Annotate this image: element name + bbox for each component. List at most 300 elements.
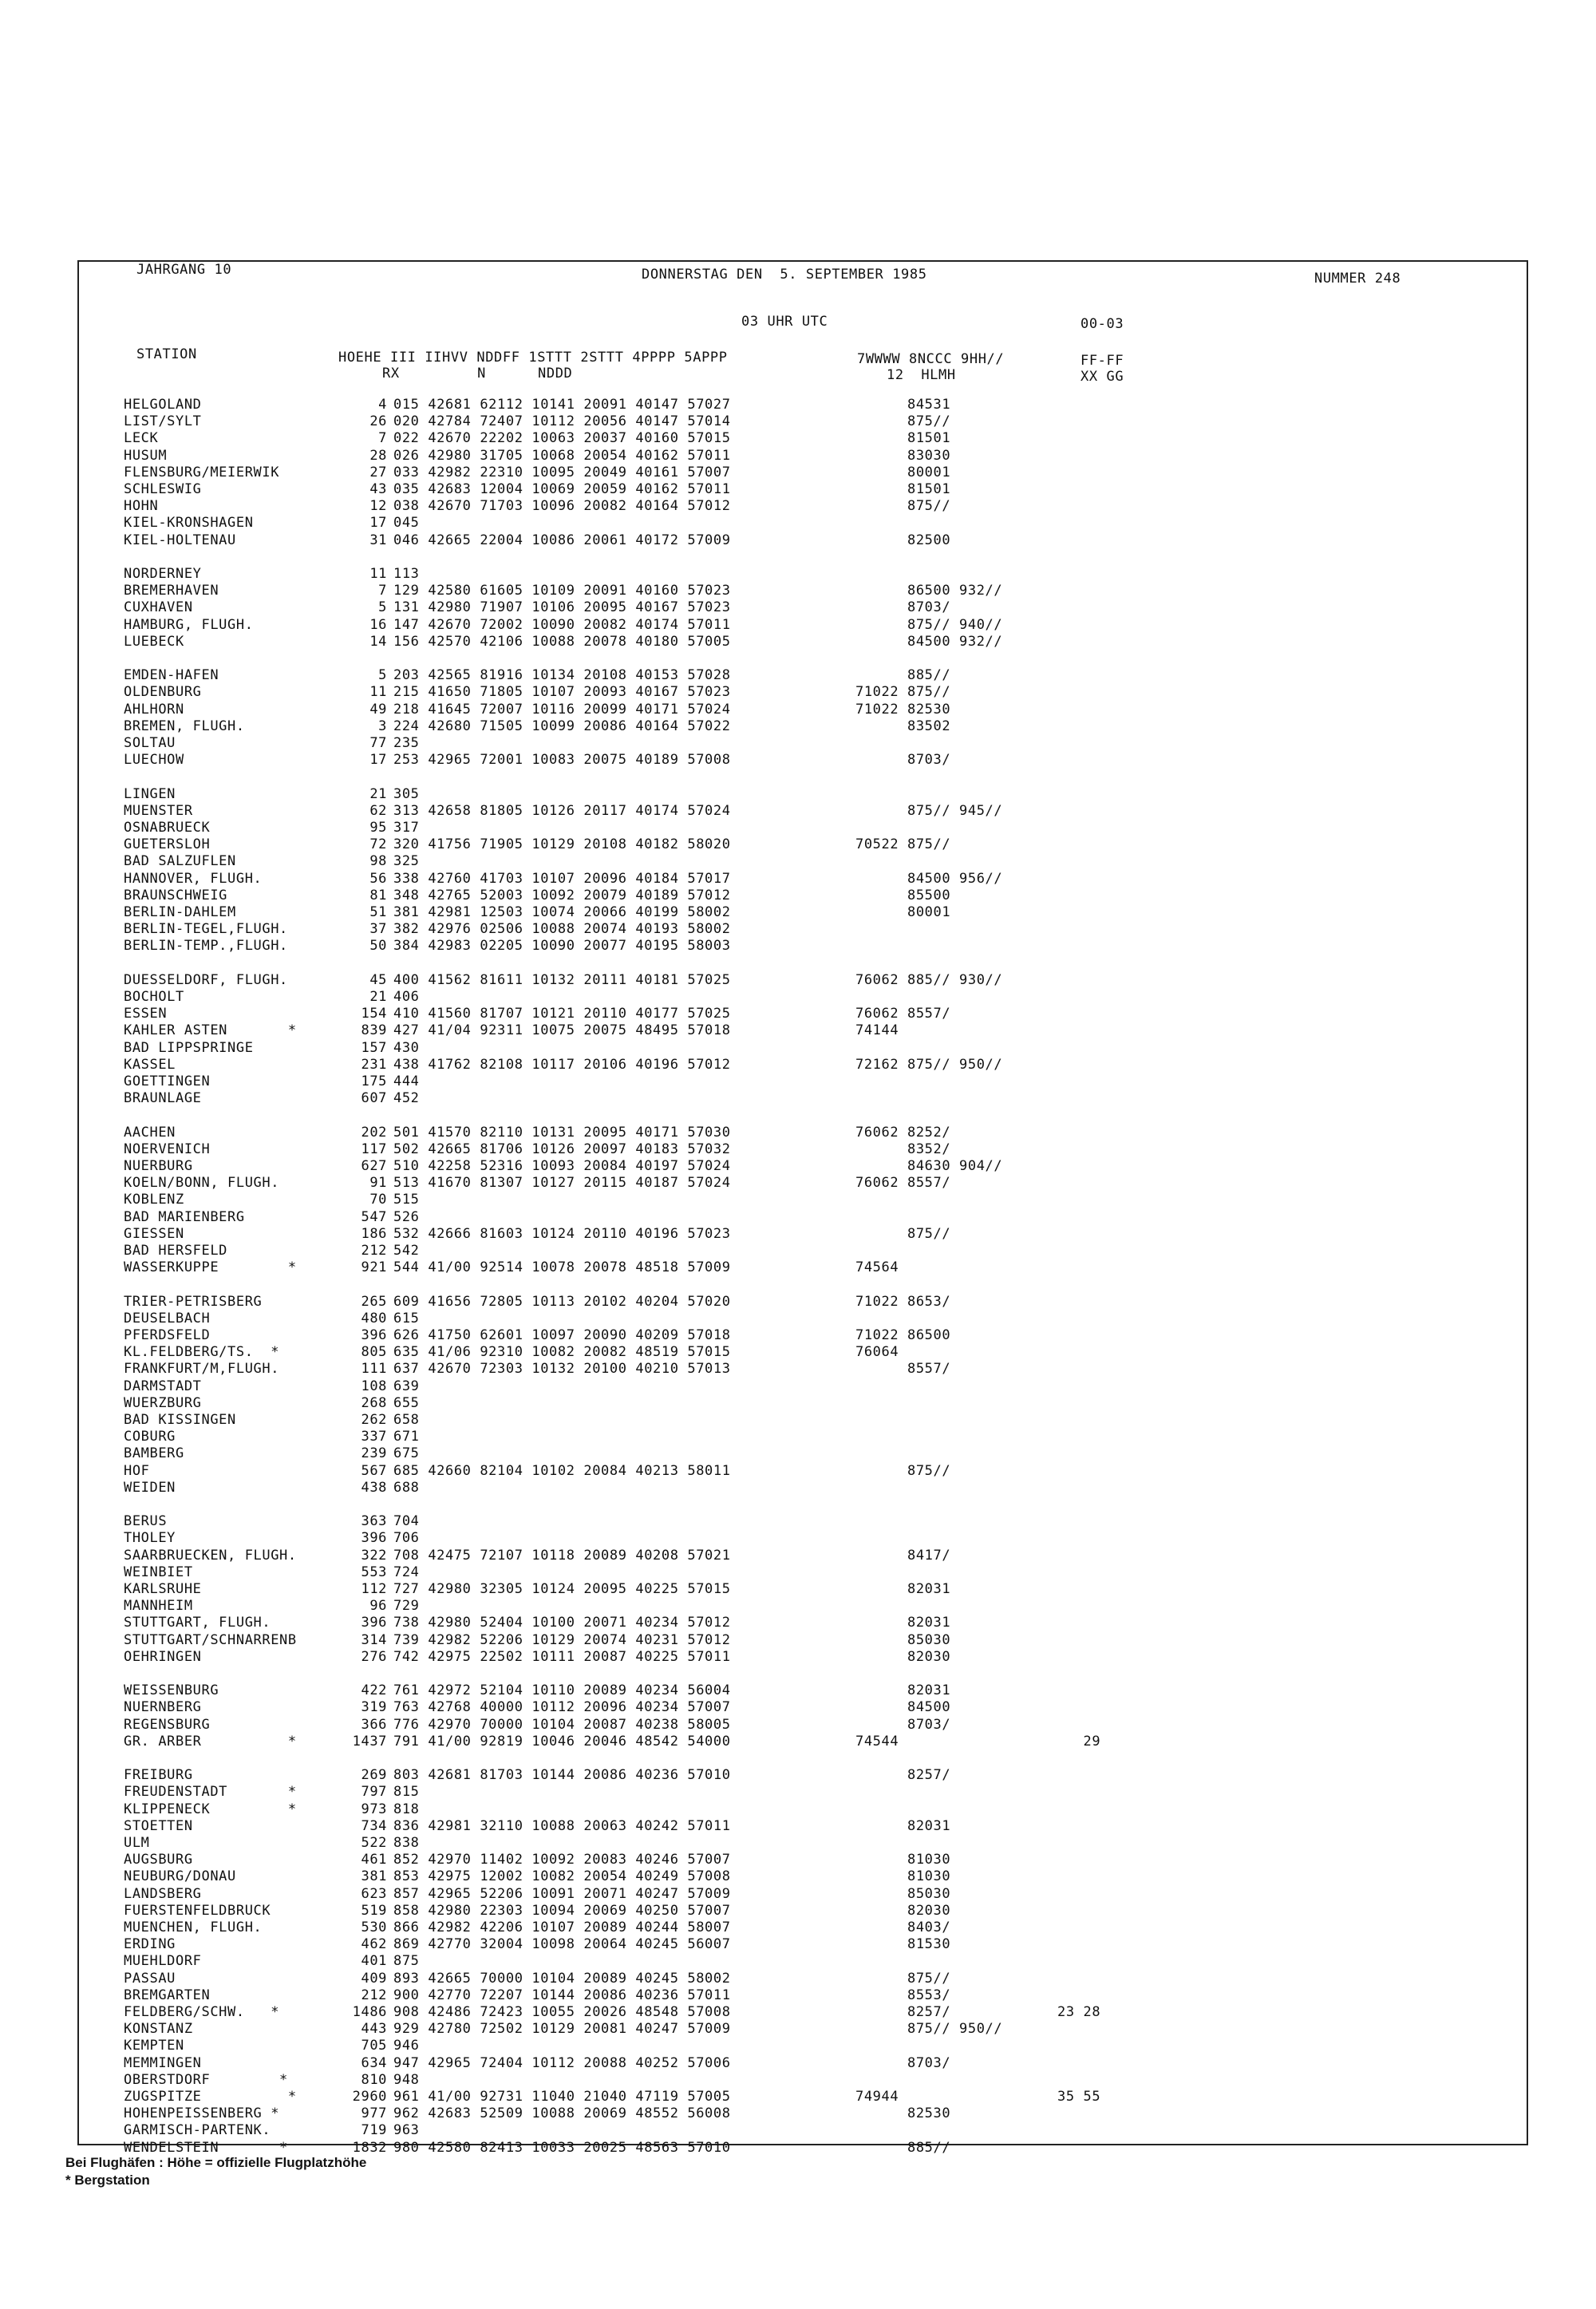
synop-codes: 704 [393, 1513, 420, 1529]
weather-group: 84630 904// [855, 1158, 1003, 1174]
station-height: 81 [369, 888, 387, 903]
synop-codes: 836 42981 32110 10088 20063 40242 57011 [393, 1818, 731, 1834]
weather-group: 71022 82530 [855, 702, 951, 718]
col-header-codes-2: RX N NDDD [382, 366, 573, 382]
station-name: STOETTEN [124, 1818, 193, 1834]
synop-codes: 815 [393, 1784, 420, 1800]
station-height: 21 [369, 786, 387, 802]
station-height: 1832 [352, 2140, 387, 2156]
station-height: 14 [369, 634, 387, 650]
station-height: 567 [361, 1463, 387, 1479]
synop-codes: 438 41762 82108 10117 20106 40196 57012 [393, 1057, 731, 1073]
station-height: 805 [361, 1344, 387, 1360]
weather-group: 8257/ [855, 1767, 951, 1783]
synop-codes: 015 42681 62112 10141 20091 40147 57027 [393, 397, 731, 413]
synop-codes: 502 42665 81706 10126 20097 40183 57032 [393, 1141, 731, 1157]
synop-codes: 406 [393, 989, 420, 1005]
synop-codes: 908 42486 72423 10055 20026 48548 57008 [393, 2004, 731, 2020]
station-name: OBERSTDORF * [124, 2072, 288, 2088]
synop-codes: 526 [393, 1209, 420, 1225]
station-name: BAMBERG [124, 1445, 184, 1461]
synop-codes: 410 41560 81707 10121 20110 40177 57025 [393, 1006, 731, 1022]
station-height: 175 [361, 1073, 387, 1089]
synop-codes: 866 42982 42206 10107 20089 40244 58007 [393, 1920, 731, 1935]
station-name: BRAUNLAGE [124, 1090, 202, 1106]
station-name: FUERSTENFELDBRUCK [124, 1903, 271, 1919]
station-height: 443 [361, 2021, 387, 2037]
synop-codes: 962 42683 52509 10088 20069 48552 56008 [393, 2105, 731, 2121]
weather-group: 8403/ [855, 1920, 951, 1935]
station-name: REGENSBURG [124, 1717, 211, 1733]
station-name: BAD MARIENBERG [124, 1209, 245, 1225]
synop-codes: 655 [393, 1395, 420, 1411]
station-height: 3 [378, 718, 387, 734]
station-name: BREMERHAVEN [124, 583, 219, 599]
station-name: ERDING [124, 1936, 176, 1952]
station-height: 49 [369, 702, 387, 718]
synop-codes: 776 42970 70000 10104 20087 40238 58005 [393, 1717, 731, 1733]
station-name: LANDSBERG [124, 1886, 202, 1902]
station-name: KIEL-HOLTENAU [124, 532, 236, 548]
station-height: 519 [361, 1903, 387, 1919]
synop-codes: 639 [393, 1378, 420, 1394]
weather-group: 82530 [855, 2105, 951, 2121]
station-height: 28 [369, 448, 387, 464]
synop-codes: 317 [393, 820, 420, 836]
station-height: 921 [361, 1259, 387, 1275]
weather-group: 74564 [855, 1259, 899, 1275]
station-name: GIESSEN [124, 1226, 184, 1242]
weather-group: 875// 945// [855, 803, 1003, 819]
synop-codes: 022 42670 22202 10063 20037 40160 57015 [393, 430, 731, 446]
station-name: KARLSRUHE [124, 1581, 202, 1597]
station-height: 1486 [352, 2004, 387, 2020]
synop-codes: 961 41/00 92731 11040 21040 47119 57005 [393, 2089, 731, 2105]
synop-codes: 452 [393, 1090, 420, 1106]
station-name: NUERNBERG [124, 1699, 202, 1715]
synop-codes: 203 42565 81916 10134 20108 40153 57028 [393, 667, 731, 683]
station-height: 108 [361, 1378, 387, 1394]
synop-codes: 742 42975 22502 10111 20087 40225 57011 [393, 1649, 731, 1665]
station-height: 322 [361, 1548, 387, 1564]
station-name: BERLIN-TEGEL,FLUGH. [124, 921, 288, 937]
synop-codes: 869 42770 32004 10098 20064 40245 56007 [393, 1936, 731, 1952]
synop-codes: 980 42580 82413 10033 20025 48563 57010 [393, 2140, 731, 2156]
station-height: 231 [361, 1057, 387, 1073]
station-name: FLENSBURG/MEIERWIK [124, 465, 280, 480]
period: 00-03 [1080, 316, 1124, 332]
weather-group: 71022 86500 [855, 1327, 951, 1343]
station-height: 12 [369, 498, 387, 514]
station-name: MUEHLDORF [124, 1953, 202, 1969]
station-height: 607 [361, 1090, 387, 1106]
synop-codes: 875 [393, 1953, 420, 1969]
station-height: 337 [361, 1429, 387, 1445]
synop-codes: 325 [393, 853, 420, 869]
synop-codes: 313 42658 81805 10126 20117 40174 57024 [393, 803, 731, 819]
station-height: 396 [361, 1615, 387, 1631]
synop-codes: 818 [393, 1801, 420, 1817]
weather-group: 81530 [855, 1936, 951, 1952]
station-name: KAHLER ASTEN * [124, 1022, 297, 1038]
station-height: 98 [369, 853, 387, 869]
station-name: LUEBECK [124, 634, 184, 650]
station-name: MEMMINGEN [124, 2055, 202, 2071]
weather-group: 83502 [855, 718, 951, 734]
station-name: FREIBURG [124, 1767, 193, 1783]
station-height: 627 [361, 1158, 387, 1174]
synop-codes: 724 [393, 1564, 420, 1580]
station-height: 11 [369, 684, 387, 700]
station-height: 45 [369, 972, 387, 988]
synop-codes: 739 42982 52206 10129 20074 40231 57012 [393, 1632, 731, 1648]
weather-group: 82031 [855, 1682, 951, 1698]
synop-codes: 513 41670 81307 10127 20115 40187 57024 [393, 1175, 731, 1191]
weather-group: 84500 956// [855, 871, 1003, 887]
station-height: 26 [369, 413, 387, 429]
station-name: THOLEY [124, 1530, 176, 1546]
synop-codes: 948 [393, 2072, 420, 2088]
station-name: WUERZBURG [124, 1395, 202, 1411]
station-height: 262 [361, 1412, 387, 1428]
weather-group: 80001 [855, 465, 951, 480]
station-name: GARMISCH-PARTENK. [124, 2122, 271, 2138]
synop-codes: 038 42670 71703 10096 20082 40164 57012 [393, 498, 731, 514]
station-name: AACHEN [124, 1125, 176, 1141]
station-height: 977 [361, 2105, 387, 2121]
synop-codes: 791 41/00 92819 10046 20046 48542 54000 [393, 1734, 731, 1750]
station-name: WASSERKUPPE * [124, 1259, 297, 1275]
station-name: KL.FELDBERG/TS. * [124, 1344, 280, 1360]
station-name: ZUGSPITZE * [124, 2089, 297, 2105]
station-name: WEIDEN [124, 1480, 176, 1496]
col-header-codes: HOEHE III IIHVV NDDFF 1STTT 2STTT 4PPPP 5APPP [338, 350, 728, 366]
weather-group: 8703/ [855, 1717, 951, 1733]
station-name: STUTTGART/SCHNARRENB [124, 1632, 297, 1648]
weather-group: 80001 [855, 904, 951, 920]
weather-group: 85500 [855, 888, 951, 903]
weather-group: 82031 [855, 1615, 951, 1631]
weather-group: 85030 [855, 1886, 951, 1902]
station-name: GUETERSLOH [124, 836, 211, 852]
station-height: 154 [361, 1006, 387, 1022]
station-height: 202 [361, 1125, 387, 1141]
weather-group: 76062 8252/ [855, 1125, 951, 1141]
gust-group: 23 28 [1057, 2004, 1101, 2020]
synop-codes: 637 42670 72303 10132 20100 40210 57013 [393, 1361, 731, 1377]
station-height: 839 [361, 1022, 387, 1038]
station-name: KIEL-KRONSHAGEN [124, 515, 254, 531]
gust-group: 35 55 [1057, 2089, 1101, 2105]
station-height: 7 [378, 583, 387, 599]
station-name: DUESSELDORF, FLUGH. [124, 972, 288, 988]
station-height: 7 [378, 430, 387, 446]
station-name: BAD SALZUFLEN [124, 853, 236, 869]
station-height: 530 [361, 1920, 387, 1935]
station-name: BAD KISSINGEN [124, 1412, 236, 1428]
station-name: EMDEN-HAFEN [124, 667, 219, 683]
station-height: 51 [369, 904, 387, 920]
weather-group: 76062 885// 930// [855, 972, 1003, 988]
issue-number: NUMMER 248 [1314, 271, 1401, 287]
station-name: OSNABRUECK [124, 820, 211, 836]
weather-group: 72162 875// 950// [855, 1057, 1003, 1073]
station-name: BREMGARTEN [124, 1987, 211, 2003]
station-name: SOLTAU [124, 735, 176, 751]
synop-codes: 609 41656 72805 10113 20102 40204 57020 [393, 1294, 731, 1310]
station-height: 366 [361, 1717, 387, 1733]
station-name: FRANKFURT/M,FLUGH. [124, 1361, 280, 1377]
station-name: ULM [124, 1835, 150, 1851]
weather-group: 76062 8557/ [855, 1175, 951, 1191]
station-height: 5 [378, 599, 387, 615]
weather-group: 8257/ [855, 2004, 951, 2020]
station-height: 239 [361, 1445, 387, 1461]
bulletin-frame [77, 260, 1528, 2145]
weather-group: 8703/ [855, 599, 951, 615]
synop-codes: 688 [393, 1480, 420, 1496]
synop-codes: 400 41562 81611 10132 20111 40181 57025 [393, 972, 731, 988]
synop-codes: 763 42768 40000 10112 20096 40234 57007 [393, 1699, 731, 1715]
weather-group: 885// [855, 667, 951, 683]
synop-codes: 738 42980 52404 10100 20071 40234 57012 [393, 1615, 731, 1631]
weather-group: 71022 875// [855, 684, 951, 700]
synop-codes: 384 42983 02205 10090 20077 40195 58003 [393, 938, 731, 954]
weather-group: 70522 875// [855, 836, 951, 852]
station-height: 634 [361, 2055, 387, 2071]
station-height: 734 [361, 1818, 387, 1834]
station-height: 409 [361, 1971, 387, 1987]
weather-group: 81501 [855, 481, 951, 497]
col-header-ff: FF-FF [1080, 353, 1124, 369]
station-height: 461 [361, 1852, 387, 1868]
synop-codes: 253 42965 72001 10083 20075 40189 57008 [393, 752, 731, 768]
synop-codes: 542 [393, 1243, 420, 1259]
station-name: PFERDSFELD [124, 1327, 211, 1343]
synop-codes: 671 [393, 1429, 420, 1445]
synop-codes: 929 42780 72502 10129 20081 40247 57009 [393, 2021, 731, 2037]
station-height: 212 [361, 1987, 387, 2003]
station-height: 810 [361, 2072, 387, 2088]
station-height: 62 [369, 803, 387, 819]
weather-group: 74544 [855, 1734, 899, 1750]
station-name: WEISSENBURG [124, 1682, 219, 1698]
station-name: STUTTGART, FLUGH. [124, 1615, 271, 1631]
station-name: LUECHOW [124, 752, 184, 768]
station-name: HOHN [124, 498, 159, 514]
weather-group: 885// [855, 2140, 951, 2156]
station-height: 363 [361, 1513, 387, 1529]
station-name: KONSTANZ [124, 2021, 193, 2037]
synop-codes: 706 [393, 1530, 420, 1546]
station-name: DARMSTADT [124, 1378, 202, 1394]
station-name: NUERBURG [124, 1158, 193, 1174]
station-height: 480 [361, 1311, 387, 1326]
weather-group: 84500 932// [855, 634, 1003, 650]
station-name: WEINBIET [124, 1564, 193, 1580]
synop-codes: 035 42683 12004 10069 20059 40162 57011 [393, 481, 731, 497]
synop-codes: 020 42784 72407 10112 20056 40147 57014 [393, 413, 731, 429]
station-height: 396 [361, 1530, 387, 1546]
station-height: 265 [361, 1294, 387, 1310]
synop-codes: 947 42965 72404 10112 20088 40252 57006 [393, 2055, 731, 2071]
station-height: 522 [361, 1835, 387, 1851]
weather-group: 8703/ [855, 2055, 951, 2071]
synop-codes: 026 42980 31705 10068 20054 40162 57011 [393, 448, 731, 464]
station-name: LIST/SYLT [124, 413, 202, 429]
station-height: 11 [369, 566, 387, 582]
weather-group: 8352/ [855, 1141, 951, 1157]
weather-group: 875// [855, 498, 951, 514]
synop-codes: 900 42770 72207 10144 20086 40236 57011 [393, 1987, 731, 2003]
synop-codes: 033 42982 22310 10095 20049 40161 57007 [393, 465, 731, 480]
synop-codes: 852 42970 11402 10092 20083 40246 57007 [393, 1852, 731, 1868]
station-name: OLDENBURG [124, 684, 202, 700]
station-height: 2960 [352, 2089, 387, 2105]
weather-group: 86500 932// [855, 583, 1003, 599]
weather-group: 8417/ [855, 1548, 951, 1564]
weather-group: 76062 8557/ [855, 1006, 951, 1022]
station-name: KOBLENZ [124, 1192, 184, 1208]
synop-codes: 857 42965 52206 10091 20071 40247 57009 [393, 1886, 731, 1902]
station-height: 973 [361, 1801, 387, 1817]
synop-codes: 727 42980 32305 10124 20095 40225 57015 [393, 1581, 731, 1597]
station-height: 70 [369, 1192, 387, 1208]
station-name: ESSEN [124, 1006, 168, 1022]
synop-codes: 320 41756 71905 10129 20108 40182 58020 [393, 836, 731, 852]
weather-group: 82030 [855, 1903, 951, 1919]
synop-codes: 946 [393, 2038, 420, 2054]
station-name: BREMEN, FLUGH. [124, 718, 245, 734]
station-height: 396 [361, 1327, 387, 1343]
station-height: 314 [361, 1632, 387, 1648]
station-name: HUSUM [124, 448, 168, 464]
station-name: BERLIN-DAHLEM [124, 904, 236, 920]
gust-group: 29 [1057, 1734, 1101, 1750]
station-name: BOCHOLT [124, 989, 184, 1005]
synop-codes: 615 [393, 1311, 420, 1326]
synop-codes: 046 42665 22004 10086 20061 40172 57009 [393, 532, 731, 548]
synop-codes: 338 42760 41703 10107 20096 40184 57017 [393, 871, 731, 887]
station-name: OEHRINGEN [124, 1649, 202, 1665]
station-height: 56 [369, 871, 387, 887]
station-name: HOHENPEISSENBERG * [124, 2105, 280, 2121]
station-height: 72 [369, 836, 387, 852]
issue-date: DONNERSTAG DEN 5. SEPTEMBER 1985 [642, 267, 927, 283]
station-height: 319 [361, 1699, 387, 1715]
station-name: WENDELSTEIN * [124, 2140, 288, 2156]
synop-codes: 853 42975 12002 10082 20054 40249 57008 [393, 1868, 731, 1884]
station-name: BAD LIPPSPRINGE [124, 1040, 254, 1056]
station-height: 401 [361, 1953, 387, 1969]
synop-codes: 658 [393, 1412, 420, 1428]
weather-group: 875// [855, 413, 951, 429]
footnote-airport: Bei Flughäfen : Höhe = offizielle Flugplatzhöhe [65, 2155, 367, 2170]
station-height: 547 [361, 1209, 387, 1225]
station-height: 5 [378, 667, 387, 683]
station-name: NOERVENICH [124, 1141, 211, 1157]
station-height: 705 [361, 2038, 387, 2054]
synop-codes: 893 42665 70000 10104 20089 40245 58002 [393, 1971, 731, 1987]
jahrgang: JAHRGANG 10 [136, 262, 232, 278]
synop-codes: 626 41750 62601 10097 20090 40209 57018 [393, 1327, 731, 1343]
station-height: 797 [361, 1784, 387, 1800]
weather-group: 74944 [855, 2089, 899, 2105]
synop-codes: 858 42980 22303 10094 20069 40250 57007 [393, 1903, 731, 1919]
station-name: AHLHORN [124, 702, 184, 718]
station-name: HELGOLAND [124, 397, 202, 413]
synop-codes: 675 [393, 1445, 420, 1461]
synop-codes: 838 [393, 1835, 420, 1851]
station-height: 623 [361, 1886, 387, 1902]
synop-codes: 430 [393, 1040, 420, 1056]
station-name: BRAUNSCHWEIG [124, 888, 228, 903]
synop-codes: 129 42580 61605 10109 20091 40160 57023 [393, 583, 731, 599]
footnote-mountain: * Bergstation [65, 2173, 150, 2188]
station-name: HANNOVER, FLUGH. [124, 871, 263, 887]
station-name: PASSAU [124, 1971, 176, 1987]
station-name: HOF [124, 1463, 150, 1479]
synop-codes: 427 41/04 92311 10075 20075 48495 57018 [393, 1022, 731, 1038]
synop-codes: 382 42976 02506 10088 20074 40193 58002 [393, 921, 731, 937]
synop-codes: 444 [393, 1073, 420, 1089]
synop-codes: 381 42981 12503 10074 20066 40199 58002 [393, 904, 731, 920]
station-name: MUENCHEN, FLUGH. [124, 1920, 263, 1935]
station-name: LECK [124, 430, 159, 446]
station-height: 268 [361, 1395, 387, 1411]
synop-codes: 501 41570 82110 10131 20095 40171 57030 [393, 1125, 731, 1141]
station-height: 17 [369, 752, 387, 768]
station-name: CUXHAVEN [124, 599, 193, 615]
synop-codes: 235 [393, 735, 420, 751]
station-height: 117 [361, 1141, 387, 1157]
weather-group: 875// 940// [855, 617, 1003, 633]
weather-group: 74144 [855, 1022, 899, 1038]
station-name: KEMPTEN [124, 2038, 184, 2054]
synop-codes: 218 41645 72007 10116 20099 40171 57024 [393, 702, 731, 718]
station-height: 212 [361, 1243, 387, 1259]
synop-codes: 215 41650 71805 10107 20093 40167 57023 [393, 684, 731, 700]
station-name: FELDBERG/SCHW. * [124, 2004, 280, 2020]
station-height: 43 [369, 481, 387, 497]
station-height: 4 [378, 397, 387, 413]
station-height: 37 [369, 921, 387, 937]
weather-group: 82031 [855, 1581, 951, 1597]
weather-group: 81030 [855, 1852, 951, 1868]
station-height: 77 [369, 735, 387, 751]
col-header-wx-2: 12 HLMH [887, 367, 956, 383]
station-name: KASSEL [124, 1057, 176, 1073]
weather-group: 81030 [855, 1868, 951, 1884]
weather-group: 875// [855, 1463, 951, 1479]
weather-group: 82031 [855, 1818, 951, 1834]
station-height: 50 [369, 938, 387, 954]
synop-codes: 045 [393, 515, 420, 531]
station-height: 719 [361, 2122, 387, 2138]
synop-codes: 729 [393, 1598, 420, 1614]
station-name: AUGSBURG [124, 1852, 193, 1868]
weather-group: 875// [855, 1226, 951, 1242]
station-height: 269 [361, 1767, 387, 1783]
col-header-ff-2: XX GG [1080, 369, 1124, 385]
station-height: 21 [369, 989, 387, 1005]
station-height: 1437 [352, 1734, 387, 1750]
station-name: SCHLESWIG [124, 481, 202, 497]
synop-codes: 515 [393, 1192, 420, 1208]
synop-codes: 510 42258 52316 10093 20084 40197 57024 [393, 1158, 731, 1174]
station-height: 381 [361, 1868, 387, 1884]
station-height: 186 [361, 1226, 387, 1242]
